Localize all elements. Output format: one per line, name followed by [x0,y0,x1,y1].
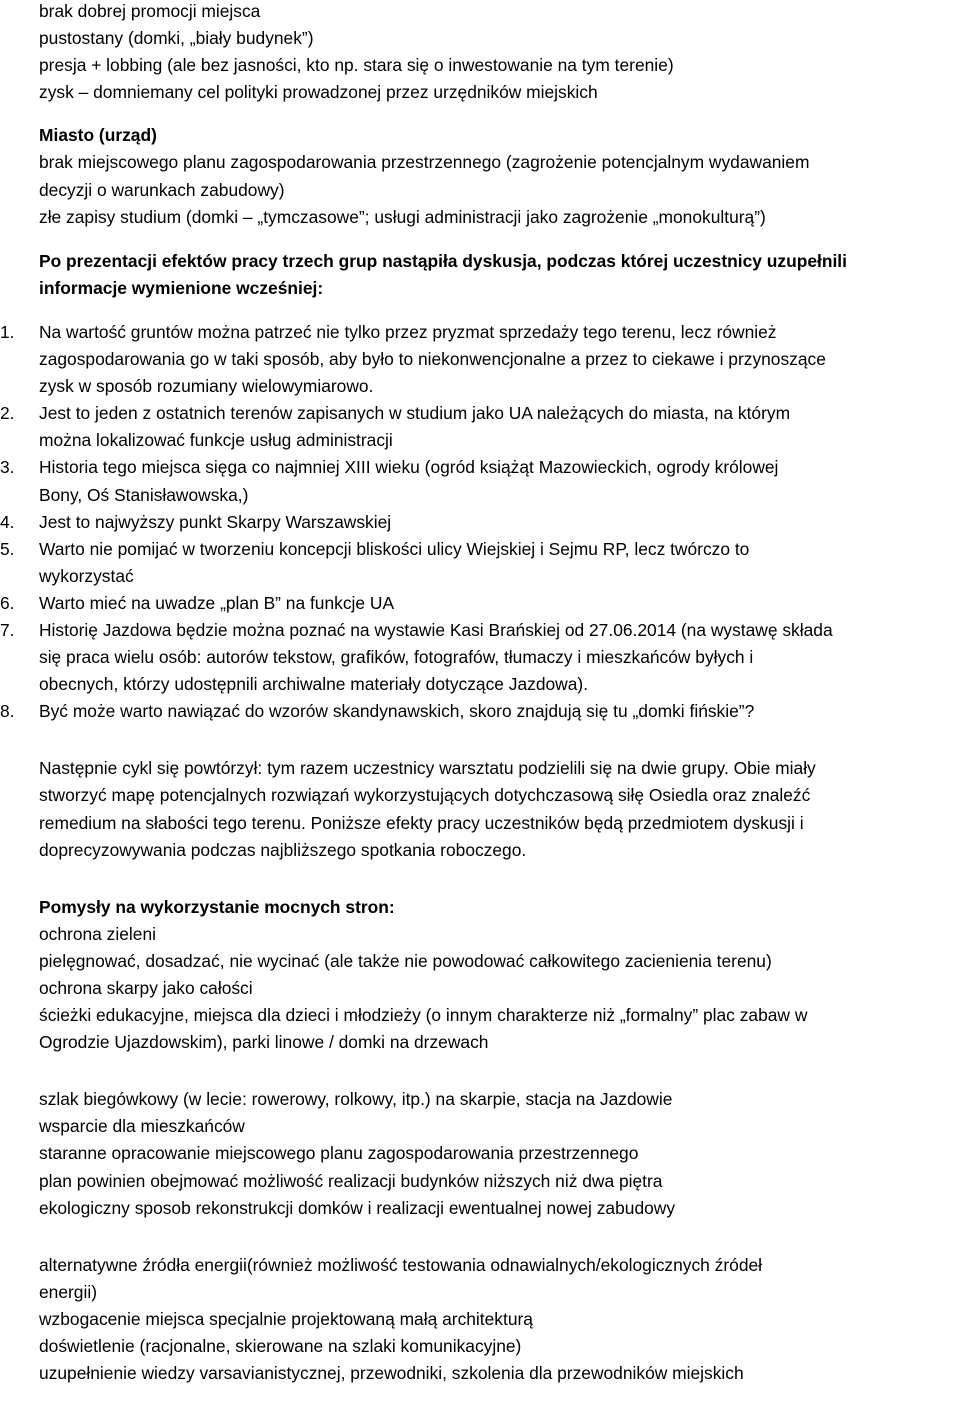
list-number: 8. [0,701,15,722]
intro-line: pustostany (domki, „biały budynek”) [39,28,314,49]
list-number: 6. [0,592,15,613]
list-item-line: Warto nie pomijać w tworzeniu koncepcji bliskości ulicy Wiejskiej i Sejmu RP, lecz twórczo to [39,538,750,559]
list-item [0,536,959,590]
list-item-line: Warto mieć na uwadze „plan B” na funkcje UA [39,592,395,613]
intro-block [39,0,959,106]
cycle-paragraph [39,755,959,863]
strength-item: energii) [39,1281,97,1302]
list-item [0,319,959,400]
discussion-heading [39,248,959,302]
strength-item: staranne opracowanie miejscowego planu zagospodarowania przestrzennego [39,1143,639,1164]
strength-item: ścieżki edukacyjne, miejsca dla dzieci i młodzieży (o innym charakterze niż „formalny” plac zabaw w [39,1005,808,1026]
paragraph-line: stworzyć mapę potencjalnych rozwiązań wykorzystujących dotychczasową siłę Osiedla oraz znaleźć [39,785,811,806]
list-number: 2. [0,403,15,424]
list-item-line: zagospodarowania go w taki sposób, aby było to niekonwencjonalne a przez to ciekawe i przynoszące [39,349,826,370]
list-item-line: Historia tego miejsca sięga co najmniej XIII wieku (ogród książąt Mazowieckich, ogrody królowej [39,457,779,478]
list-item-line: Jest to najwyższy punkt Skarpy Warszawskiej [39,511,392,532]
city-line: decyzji o warunkach zabudowy) [39,179,285,200]
strength-item: szlak biegówkowy (w lecie: rowerowy, rolkowy, itp.) na skarpie, stacja na Jazdowie [39,1089,673,1110]
strength-item: alternatywne źródła energii(również możliwość testowania odnawialnych/ekologicznych źródeł [39,1254,763,1275]
discussion-list [0,319,959,725]
list-item-line: Być może warto nawiązać do wzorów skandynawskich, skoro znajdują się tu „domki fińskie”? [39,701,755,722]
list-item-line: Bony, Oś Stanisławowska,) [39,484,249,505]
intro-line: brak dobrej promocji miejsca [39,1,261,21]
list-item-line: się praca wielu osób: autorów tekstow, grafików, fotografów, tłumaczy i mieszkańców byłych i [39,647,754,668]
strengths-section [39,894,959,1388]
list-item [0,590,959,617]
strength-item: Ogrodzie Ujazdowskim), parki linowe / domki na drzewach [39,1032,489,1053]
list-item-line: obecnych, którzy udostępnili archiwalne materiały dotyczące Jazdowa). [39,674,589,695]
list-item-line: zysk w sposób rozumiany wielowymiarowo. [39,376,374,397]
strength-item: wzbogacenie miejsca specjalnie projektowaną małą architekturą [39,1308,533,1329]
city-line: złe zapisy studium (domki – „tymczasowe”; usługi administracji jako zagrożenie „monokulturą”) [39,206,766,227]
paragraph-line: remedium na słabości tego terenu. Poniższe efekty pracy uczestników będą przedmiotem dyskusji i [39,812,804,833]
strength-item: ekologiczny sposob rekonstrukcji domków i realizacji ewentualnej nowej zabudowy [39,1197,676,1218]
city-section [39,122,959,230]
list-item-line: można lokalizować funkcje usług administracji [39,430,393,451]
list-item-line: wykorzystać [39,565,134,586]
list-number: 7. [0,619,15,640]
strength-item: wsparcie dla mieszkańców [39,1116,245,1137]
discussion-heading-line: Po prezentacji efektów pracy trzech grup nastąpiła dyskusja, podczas której uczestnicy uzupełnili [39,250,847,271]
list-item-line: Na wartość gruntów można patrzeć nie tylko przez pryzmat sprzedaży tego terenu, lecz również [39,321,777,342]
strength-item: ochrona skarpy jako całości [39,978,253,998]
intro-line: presja + lobbing (ale bez jasności, kto np. stara się o inwestowanie na tym terenie) [39,55,674,76]
list-item [0,509,959,536]
list-item-line: Historię Jazdowa będzie można poznać na wystawie Kasi Brańskiej od 27.06.2014 (na wystawę składa [39,619,833,640]
list-item [0,698,959,725]
list-number: 4. [0,511,15,532]
list-number: 1. [0,321,15,342]
discussion-heading-line: informacje wymienione wcześniej: [39,277,324,298]
strength-item: pielęgnować, dosadzać, nie wycinać (ale także nie powodować całkowitego zacienienia terenu) [39,950,772,971]
intro-line: zysk – domniemany cel polityki prowadzonej przez urzędników miejskich [39,82,598,103]
paragraph-line: Następnie cykl się powtórzył: tym razem uczestnicy warsztatu podzielili się na dwie grupy. Obie miały [39,758,816,779]
list-item [0,454,959,508]
strength-item: uzupełnienie wiedzy varsavianistycznej, przewodniki, szkolenia dla przewodników miejskich [39,1363,744,1384]
strength-item: plan powinien obejmować możliwość realizacji budynków niższych niż dwa piętra [39,1170,663,1191]
strength-item: doświetlenie (racjonalne, skierowane na szlaki komunikacyjne) [39,1336,522,1357]
list-item [0,400,959,454]
paragraph-line: doprecyzowywania podczas najbliższego spotkania roboczego. [39,839,527,860]
city-heading: Miasto (urząd) [39,125,157,146]
city-line: brak miejscowego planu zagospodarowania przestrzennego (zagrożenie potencjalnym wydawaniem [39,152,810,173]
strength-item: ochrona zieleni [39,923,156,944]
list-item [0,617,959,698]
list-number: 3. [0,457,15,478]
strengths-heading: Pomysły na wykorzystanie mocnych stron: [39,896,395,917]
list-number: 5. [0,538,15,559]
list-item-line: Jest to jeden z ostatnich terenów zapisanych w studium jako UA należących do miasta, na którym [39,403,791,424]
